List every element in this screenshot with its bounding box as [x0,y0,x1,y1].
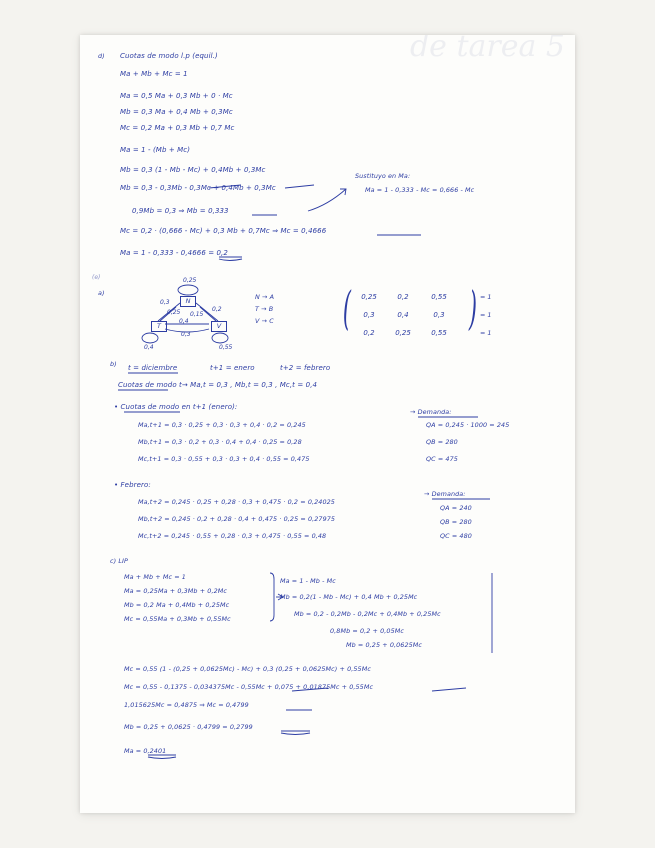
edge-label-1: 0,3 [160,299,170,306]
part-d-line-10: Mc = 0,2 · (0,666 - Mc) + 0,3 Mb + 0,7Mc ⇒ Mc = 0,4666 [120,227,327,235]
system-right-5: Mb = 0,25 + 0,0625Mc [346,641,423,649]
node-t: T [151,321,167,332]
edge-label-5: 0,4 [179,318,189,325]
matrix-cell: 0,2 [397,293,409,301]
row-sum: = 1 [480,293,492,301]
system-left-1: Ma + Mb + Mc = 1 [124,573,186,581]
enero-mc: Mc,t+1 = 0,3 · 0,55 + 0,3 · 0,3 + 0,4 · 0,55 = 0,475 [138,455,310,463]
part-d-line-5: Mc = 0,2 Ma + 0,3 Mb + 0,7 Mc [120,124,235,132]
substitution-note-title: Sustituyo en Ma: [355,172,411,180]
matrix-cell: 0,25 [395,329,411,337]
node-v: V [211,321,227,332]
febrero-mb: Mb,t+2 = 0,245 · 0,2 + 0,28 · 0,4 + 0,475 · 0,25 = 0,27975 [138,515,336,523]
row-sum: = 1 [480,329,492,337]
matrix-cell: 0,55 [431,293,447,301]
system-right-4: 0,8Mb = 0,2 + 0,05Mc [330,627,404,635]
part-d-line-6: Ma = 1 - (Mb + Mc) [120,146,191,154]
part-d-line-4: Mb = 0,3 Ma + 0,4 Mb + 0,3Mc [120,108,233,116]
febrero-title: • Febrero: [114,481,151,489]
loop-label-v: 0,55 [219,344,233,351]
enero-mb: Mb,t+1 = 0,3 · 0,2 + 0,3 · 0,4 + 0,4 · 0,25 = 0,28 [138,438,302,446]
page-watermark: de tarea 5 [409,35,565,64]
matrix-cell: 0,3 [363,311,375,319]
final-eq-3: 1,015625Mc = 0,4875 ⇒ Mc = 0,4799 [124,701,249,709]
matrix-cell: 0,25 [361,293,377,301]
loop-label-t: 0,4 [144,344,154,351]
node-n: N [180,296,196,307]
demanda-enero-qa: QA = 0,245 · 1000 = 245 [426,421,510,429]
demanda-feb-title: → Demanda: [424,490,466,498]
demanda-feb-qa: QA = 240 [440,504,472,512]
enero-ma: Ma,t+1 = 0,3 · 0,25 + 0,3 · 0,3 + 0,4 · 0,2 = 0,245 [138,421,306,429]
part-d-line-3: Ma = 0,5 Ma + 0,3 Mb + 0 · Mc [120,92,233,100]
part-d-line-1: Cuotas de modo l.p (equil.) [120,52,218,60]
loop-label-n: 0,25 [183,277,197,284]
demanda-enero-title: → Demanda: [410,408,452,416]
part-d-line-11: Ma = 1 - 0,333 - 0,4666 = 0,2 [120,249,228,257]
final-eq-2: Mc = 0,55 - 0,1375 - 0,034375Mc - 0,55Mc + 0,075 + 0,01875Mc + 0,55Mc [124,683,374,691]
final-eq-4: Mb = 0,25 + 0,0625 · 0,4799 = 0,2799 [124,723,253,731]
part-d-line-9: 0,9Mb = 0,3 ⇒ Mb = 0,333 [132,207,229,215]
part-b-marker: b) [110,360,117,368]
febrero-mc: Mc,t+2 = 0,245 · 0,55 + 0,28 · 0,3 + 0,475 · 0,55 = 0,48 [138,532,327,540]
edge-label-6: 0,3 [181,331,191,338]
matrix-cell: 0,4 [397,311,409,319]
part-d-line-7: Mb = 0,3 (1 - Mb - Mc) + 0,4Mb + 0,3Mc [120,166,266,174]
demanda-feb-qb: QB = 280 [440,518,472,526]
demanda-enero-qc: QC = 475 [426,455,458,463]
matrix-right-paren: ) [468,281,478,335]
edge-label-2: 0,2 [212,306,222,313]
edge-label-3: 0,25 [167,309,181,316]
month-t1: t+1 = enero [210,364,255,372]
febrero-ma: Ma,t+2 = 0,245 · 0,25 + 0,28 · 0,3 + 0,475 · 0,2 = 0,24025 [138,498,335,506]
part-d-line-2: Ma + Mb + Mc = 1 [120,70,188,78]
row-sum: = 1 [480,311,492,319]
matrix-left-paren: ( [342,281,352,335]
matrix-cell: 0,3 [433,311,445,319]
part-d-line-8: Mb = 0,3 - 0,3Mb - 0,3Mc + 0,4Mb + 0,3Mc [120,184,276,192]
system-right-2: Mb = 0,2(1 - Mb - Mc) + 0,4 Mb + 0,25Mc [280,593,418,601]
section-stamp: (e) [92,274,101,281]
system-right-3: Mb = 0,2 - 0,2Mb - 0,2Mc + 0,4Mb + 0,25Mc [294,610,441,618]
month-t: t = diciembre [128,364,178,372]
final-eq-5: Ma = 0,2401 [124,747,167,755]
edge-label-4: 0,15 [190,311,204,318]
demanda-enero-qb: QB = 280 [426,438,458,446]
substitution-note-eq: Ma = 1 - 0,333 - Mc = 0,666 - Mc [365,186,475,194]
enero-title: • Cuotas de modo en t+1 (enero): [114,403,238,411]
part-c-marker: c) LIP [110,557,128,565]
matrix-cell: 0,2 [363,329,375,337]
month-t2: t+2 = febrero [280,364,331,372]
demanda-feb-qc: QC = 480 [440,532,472,540]
part-a-marker: a) [98,289,105,297]
initial-shares: Cuotas de modo t→ Ma,t = 0,3 , Mb,t = 0,3 , Mc,t = 0,4 [118,381,318,389]
system-left-2: Ma = 0,25Ma + 0,3Mb + 0,2Mc [124,587,227,595]
part-d-marker: d) [98,52,105,60]
legend-line-2: T → B [255,305,274,313]
system-right-1: Ma = 1 - Mb - Mc [280,577,336,585]
system-left-4: Mc = 0,55Ma + 0,3Mb + 0,55Mc [124,615,231,623]
final-ink-marks [80,35,575,813]
matrix-cell: 0,55 [431,329,447,337]
notebook-page [80,35,575,813]
legend-line-1: N → A [255,293,275,301]
final-eq-1: Mc = 0,55 (1 - (0,25 + 0,0625Mc) - Mc) + 0,3 (0,25 + 0,0625Mc) + 0,55Mc [124,665,371,673]
system-left-3: Mb = 0,2 Ma + 0,4Mb + 0,25Mc [124,601,230,609]
legend-line-3: V → C [255,317,274,325]
